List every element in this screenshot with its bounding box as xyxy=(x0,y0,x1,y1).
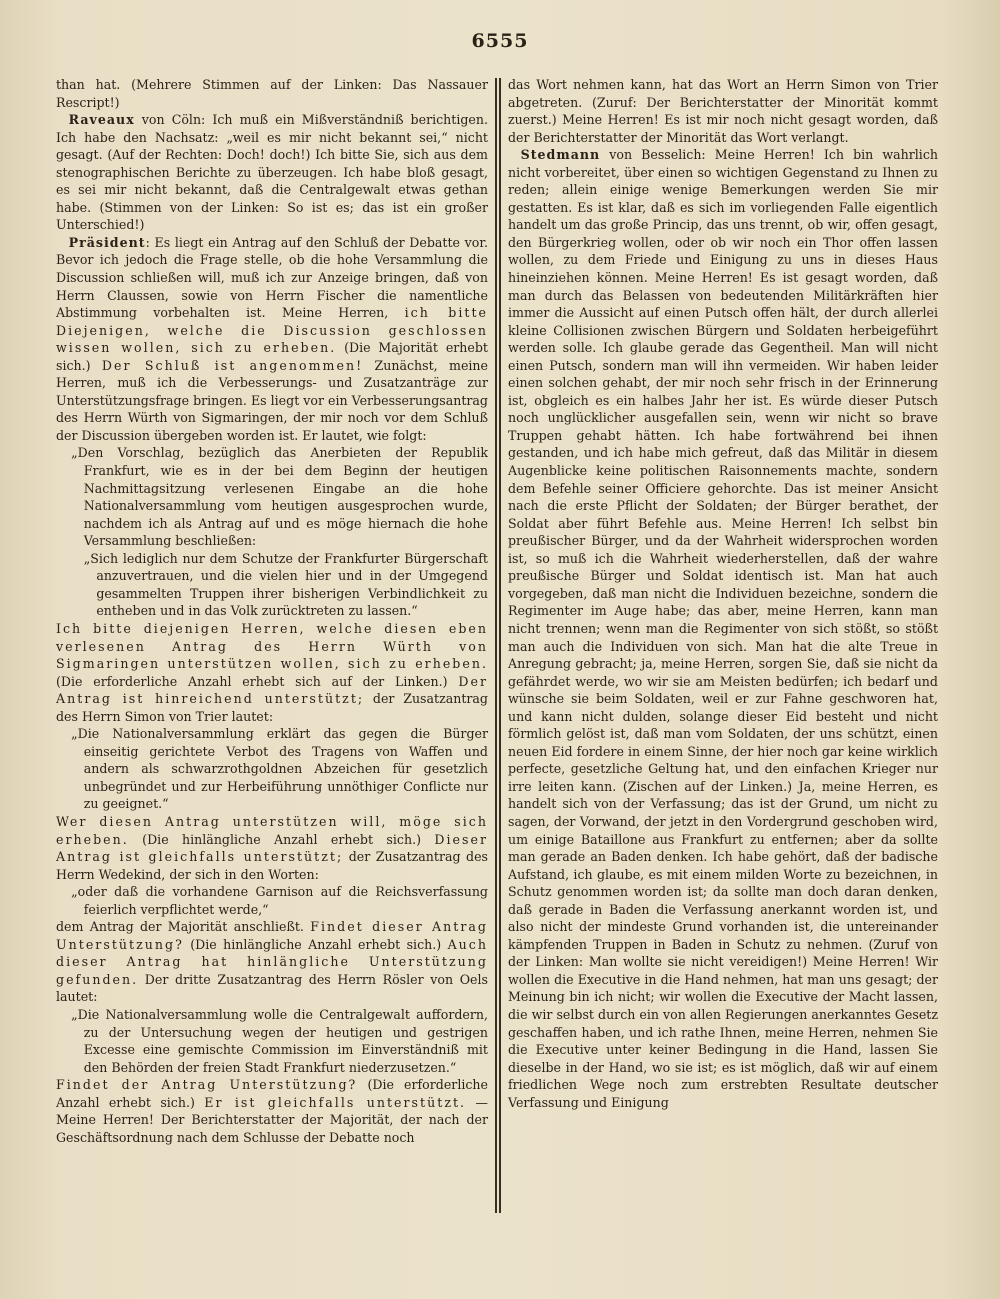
right-column xyxy=(508,76,938,1111)
speaker-name: Stedmann xyxy=(520,147,601,163)
speaker-name: Präsident xyxy=(68,234,146,250)
paragraph: Findet der Antrag Unterstützung? (Die erforderliche Anzahl erhebt sich.) Er ist gleichfalls unterstützt. — Meine Herren! Der Berichterstatter der Majorität, der nach der Geschäftsordnung nach dem Schlusse der Debatte noch xyxy=(56,1077,489,1145)
paragraph: than hat. (Mehrere Stimmen auf der Linken: Das Nassauer Rescript!) xyxy=(56,77,488,110)
paragraph: Raveaux von Cöln: Ich muß ein Mißverständniß berichtigen. Ich habe den Nachsatz: „weil es mir nicht bekannt sei,“ nicht gesagt. (Auf der Rechten: Doch! doch!) Ich bitte Sie, sich aus dem stenographischen Berichte zu überzeugen. Ich habe bloß gesagt, es sei mir nicht bekannt, daß die Centralgewalt etwas gethan habe. (Stimmen von der Linken: So ist es; das ist ein großer Unterschied!) xyxy=(56,112,488,233)
paragraph: Präsident: Es liegt ein Antrag auf den Schluß der Debatte vor. Bevor ich jedoch die Frage stelle, ob die hohe Versammlung die Discussion schließen will, muß ich zur Anzeige bringen, daß von Herrn Claussen, sowie von Herrn Fischer die namentliche Abstimmung vorbehalten ist. Meine Herren, ich bitte Diejenigen, welche die Discussion geschlossen wissen wollen, sich zu erheben. (Die Majorität erhebt sich.) Der Schluß ist angenommen! Zunächst, meine Herren, muß ich die Verbesserungs- und Zusatzanträge zur Unterstützungsfrage bringen. Es liegt vor ein Verbesserungsantrag des Herrn Würth von Sigmaringen, der mir noch vor dem Schluß der Discussion übergeben worden ist. Er lautet, wie folgt: xyxy=(56,234,488,443)
paragraph: Stedmann von Besselich: Meine Herren! Ich bin wahrlich nicht vorbereitet, über einen so wichtigen Gegenstand zu Ihnen zu reden; allein einige wenige Bemerkungen werden Sie mir gestatten. Es ist klar, daß es sich im vorliegenden Falle eigentlich handelt um das große Princip, das uns trennt, ob wir, offen gesagt, den Bürgerkrieg wollen, oder ob wir noch ein Thor offen lassen wollen, zu dem Friede und Einigung zu uns in dieses Haus hineinziehen können. Meine Herren! Es ist gesagt worden, daß man durch das Belassen von bedeutenden Militärkräften hier immer die Aussicht auf einen Putsch offen hält, der durch allerlei kleine Collisionen zwischen Bürgern und Soldaten herbeigeführt werden solle. Ich glaube gerade das Gegentheil. Man will nicht einen Putsch, sondern man will ihn vermeiden. Wir haben leider einen solchen gehabt, der mir noch sehr frisch in der Erinnerung ist, obgleich es ein halbes Jahr her ist. Es würde dieser Putsch noch unglücklicher ausgefallen sein, wenn wir nicht so brave Truppen gehabt hätten. Ich habe fortwährend bei ihnen gestanden, und ich habe mich gefreut, daß das Militär in diesem Augenblicke keine politischen Raisonnements machte, sondern dem Befehle seiner Officiere gehorchte. Das ist meiner Ansicht nach die erste Pflicht der Soldaten; der Bürger berathet, der Soldat aber führt Befehle aus. Meine Herren! Ich selbst bin preußischer Bürger, und da der Wahrheit widersprochen worden ist, so muß ich die Wahrheit wiederherstellen, daß der wahre preußische Bürger und Soldat identisch ist. Man hat auch vorgegeben, daß man nicht die Individuen bezeichne, sondern die Regimenter im Auge habe; das aber, meine Herren, kann man nicht trennen; wenn man die Regimenter von sich stößt, so stößt man auch die Individuen von sich. Man hat die alte Treue in Anregung gebracht; ja, meine Herren, sorgen Sie, daß sie nicht da gefährdet werde, wo wir sie am Meisten bedürfen; ich bedarf und wünsche sie beim Soldaten, weil er zur Fahne geschworen hat, und kann nicht dulden, solange dieser Eid besteht und nicht förmlich gelöst ist, daß man vom Soldaten, der uns schützt, einen neuen Eid fordere in einem Sinne, der hier noch gar keine wirklich perfecte, gesetzliche Geltung hat, und den einfachen Krieger nur irre leiten kann. (Zischen auf der Linken.) Ja, meine Herren, es handelt sich von der Verfassung; das ist der Grund, um nicht zu sagen, der Vorwand, der jetzt in den Vordergrund geschoben wird, um einige Bataillone aus Frankfurt zu entfernen; aber da sollte man gerade an Baden denken. Ich habe gehört, daß der badische Aufstand, ich glaube, es mit einem milden Worte zu bezeichnen, in Schutz genommen worden ist; da sollte man doch daran denken, daß gerade in Baden die Verfassung anerkannt worden ist, und also nicht der mindeste Grund vorhanden ist, die untereinander kämpfenden Truppen in Baden in Schutz zu nehmen. (Zuruf von der Linken: Man wollte sie nicht vereidigen!) Meine Herren! Wir wollen die Executive in die Hand nehmen, hat man uns gesagt; der Meinung bin ich nicht; wir wollen die Executive der Macht lassen, die wir selbst durch ein von allen Regierungen anerkanntes Gesetz geschaffen haben, und ich rathe Ihnen, meine Herren, nehmen Sie die Executive unter keiner Bedingung in die Hand, lassen Sie dieselbe in der Hand, wo sie ist; es ist möglich, daß wir auf einem friedlichen Wege noch zum erstrebten Resultate deutscher Verfassung und Einigung xyxy=(508,147,938,1110)
speaker-name: Raveaux xyxy=(68,112,135,128)
quote: „Die Nationalversammlung erklärt das gegen die Bürger einseitig gerichtete Verbot des Tragens von Waffen und andern als schwarzrothgoldnen Abzeichen für gesetzlich unbegründet und zur Herbeiführung unnöthiger Conflicte nur zu geeignet.“ xyxy=(71,726,488,812)
paragraph: dem Antrag der Majorität anschließt. Findet dieser Antrag Unterstützung? (Die hinlängliche Anzahl erhebt sich.) Auch dieser Antrag hat hinlängliche Unterstützung gefunden. Der dritte Zusatzantrag des Herrn Rösler von Oels lautet: xyxy=(56,919,488,1005)
quote: „Sich lediglich nur dem Schutze der Frankfurter Bürgerschaft anzuvertrauen, und die vielen hier und in der Umgegend gesammelten Truppen ihrer bisherigen Verbindlichkeit zu entheben und in das Volk zurücktreten zu lassen.“ xyxy=(83,550,488,619)
paragraph: Ich bitte diejenigen Herren, welche diesen eben verlesenen Antrag des Herrn Würth von Sigmaringen unterstützen wollen, sich zu erheben. (Die erforderliche Anzahl erhebt sich auf der Linken.) Der Antrag ist hinreichend unterstützt; der Zusatzantrag des Herrn Simon von Trier lautet: xyxy=(56,620,488,724)
left-column xyxy=(56,76,488,1146)
paragraph: das Wort nehmen kann, hat das Wort an Herrn Simon von Trier abgetreten. (Zuruf: Der Berichterstatter der Minorität kommt zuerst.) Meine Herren! Es ist mir noch nicht gesagt worden, daß der Berichterstatter der Minorität das Wort verlangt. xyxy=(508,77,938,145)
page-number: 6555 xyxy=(471,30,529,52)
quote: „Die Nationalversammlung wolle die Centralgewalt auffordern, zu der Untersuchung wegen der heutigen und gestrigen Excesse eine gemischte Commission im Einverständniß mit den Behörden der freien Stadt Frankfurt niederzusetzen.“ xyxy=(71,1006,488,1075)
quote: „Den Vorschlag, bezüglich das Anerbieten der Republik Frankfurt, wie es in der bei dem Beginn der heutigen Nachmittagsitzung verlesenen Eingabe an die hohe Nationalversammlung vom heutigen ausgesprochen wurde, nachdem ich als Antrag auf und es möge hiernach die hohe Versammlung beschließen: xyxy=(71,445,488,549)
quote: „oder daß die vorhandene Garnison auf die Reichsverfassung feierlich verpflichtet werde,“ xyxy=(71,884,488,917)
paragraph: Wer diesen Antrag unterstützen will, möge sich erheben. (Die hinlängliche Anzahl erhebt sich.) Dieser Antrag ist gleichfalls unterstützt; der Zusatzantrag des Herrn Wedekind, der sich in den Worten: xyxy=(56,813,488,882)
column-divider xyxy=(495,78,501,1213)
